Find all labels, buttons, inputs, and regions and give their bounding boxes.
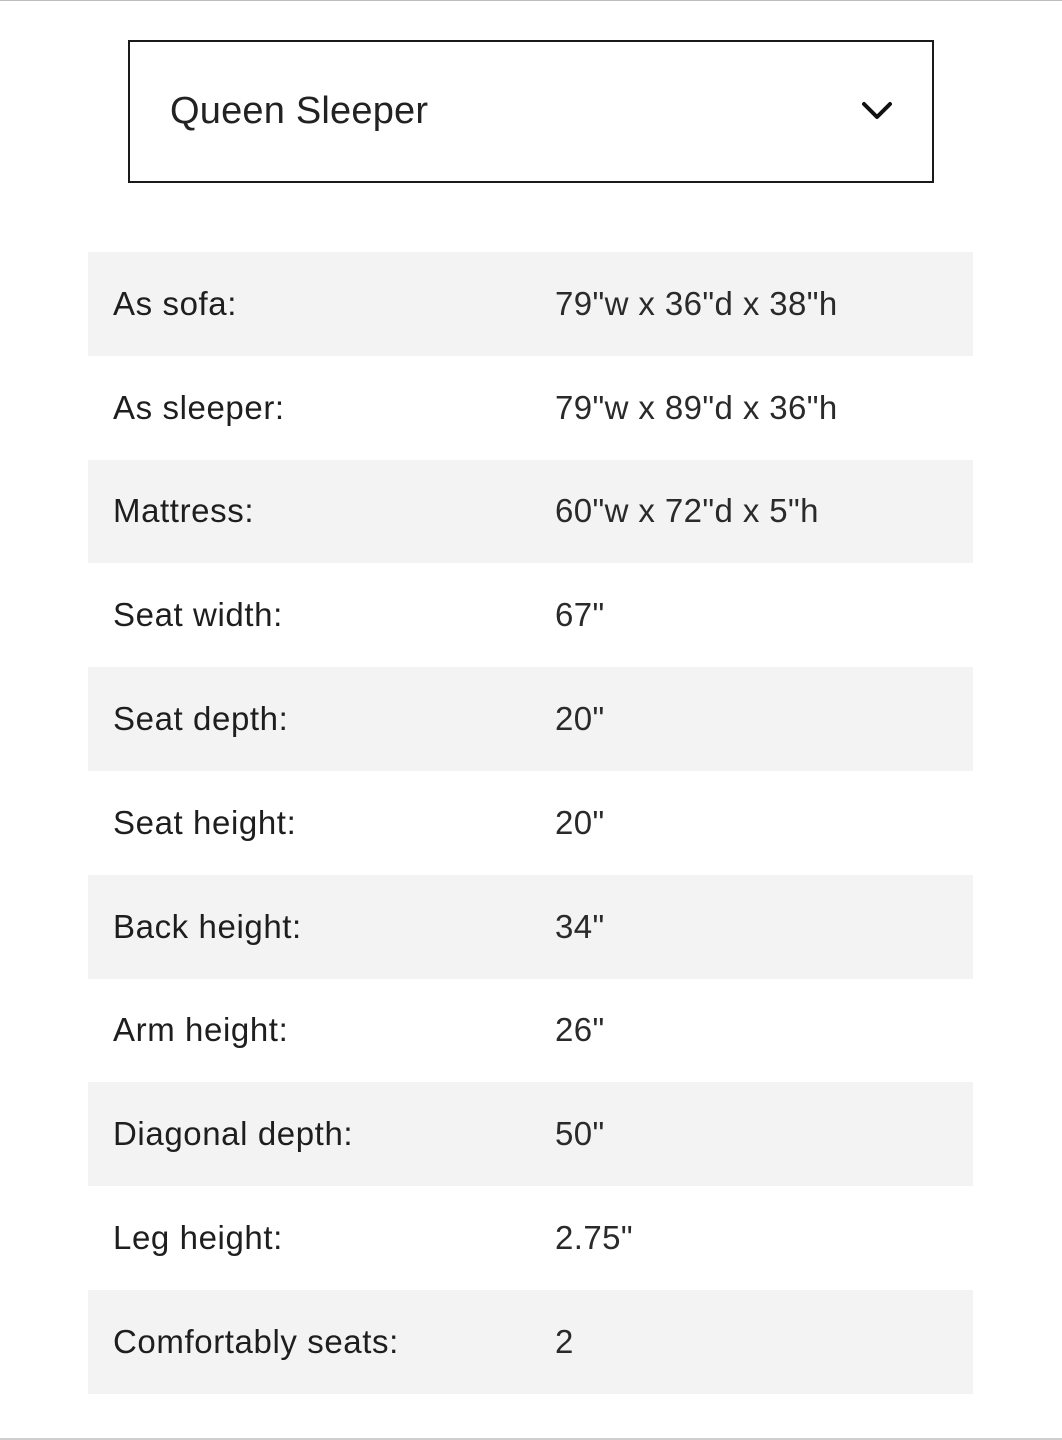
spec-label: As sofa: xyxy=(113,284,238,322)
spec-value: 34" xyxy=(555,907,605,945)
spec-label: Diagonal depth: xyxy=(113,1115,354,1153)
spec-label: Seat depth: xyxy=(113,700,289,738)
table-row xyxy=(88,356,973,460)
spec-label: Leg height: xyxy=(113,1219,283,1257)
spec-label: As sleeper: xyxy=(113,388,285,426)
spec-label: Seat height: xyxy=(113,803,297,841)
table-row xyxy=(88,979,973,1083)
spec-value: 20" xyxy=(555,700,605,738)
table-row xyxy=(88,252,973,356)
top-divider xyxy=(0,0,1062,1)
size-select-dropdown[interactable] xyxy=(128,40,934,183)
table-row xyxy=(88,1186,973,1290)
spec-value: 67" xyxy=(555,596,605,634)
table-row xyxy=(88,667,973,771)
spec-label: Seat width: xyxy=(113,596,283,634)
spec-value: 2.75" xyxy=(555,1219,633,1257)
table-row xyxy=(88,1290,973,1394)
table-row xyxy=(88,875,973,979)
table-row xyxy=(88,563,973,667)
spec-value: 79"w x 36"d x 38"h xyxy=(555,284,838,322)
spec-value: 60"w x 72"d x 5"h xyxy=(555,492,819,530)
table-row xyxy=(88,771,973,875)
size-select-value: Queen Sleeper xyxy=(170,90,429,132)
table-row xyxy=(88,460,973,564)
spec-value: 2 xyxy=(555,1322,574,1360)
table-row xyxy=(88,1082,973,1186)
spec-value: 26" xyxy=(555,1011,605,1049)
dimensions-table xyxy=(88,252,973,1394)
spec-label: Back height: xyxy=(113,907,302,945)
chevron-down-icon[interactable] xyxy=(860,98,894,124)
spec-value: 20" xyxy=(555,803,605,841)
spec-value: 50" xyxy=(555,1115,605,1153)
spec-label: Arm height: xyxy=(113,1011,289,1049)
spec-value: 79"w x 89"d x 36"h xyxy=(555,388,838,426)
spec-label: Comfortably seats: xyxy=(113,1322,399,1360)
spec-label: Mattress: xyxy=(113,492,255,530)
